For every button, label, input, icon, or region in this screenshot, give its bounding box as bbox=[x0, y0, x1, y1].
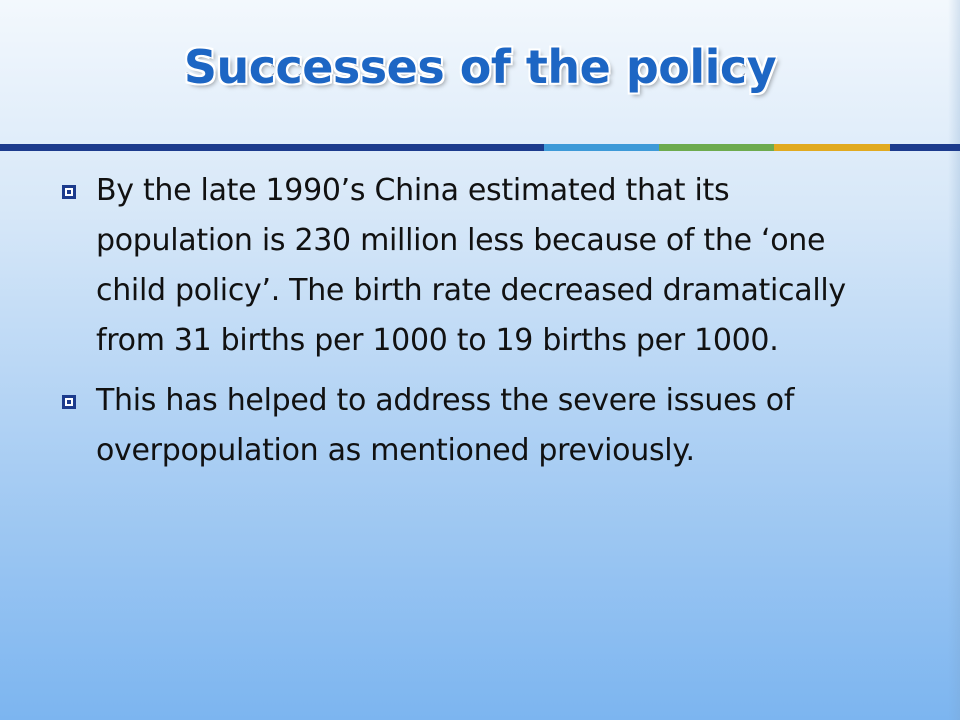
accent-bar-navy-right bbox=[890, 144, 960, 151]
bullet-text: By the late 1990’s China estimated that its population is 230 million less because of the ‘one child policy’. The birth rate decreased dramatically from 31 births per 1000 to 19 births per 1000. bbox=[96, 173, 846, 358]
square-bullet-icon bbox=[62, 185, 76, 199]
bullet-item bbox=[62, 376, 872, 476]
bullet-list bbox=[62, 166, 872, 476]
accent-bar-blue bbox=[544, 144, 659, 151]
slide-edge-shadow bbox=[948, 0, 960, 720]
square-bullet-icon bbox=[62, 395, 76, 409]
accent-bar-gold bbox=[774, 144, 890, 151]
bullet-item bbox=[62, 166, 872, 366]
slide-title: Successes of the policy bbox=[183, 40, 777, 94]
accent-bar-green bbox=[659, 144, 774, 151]
accent-bar-navy-left bbox=[0, 144, 544, 151]
bullet-text: This has helped to address the severe issues of overpopulation as mentioned previously. bbox=[96, 383, 795, 468]
